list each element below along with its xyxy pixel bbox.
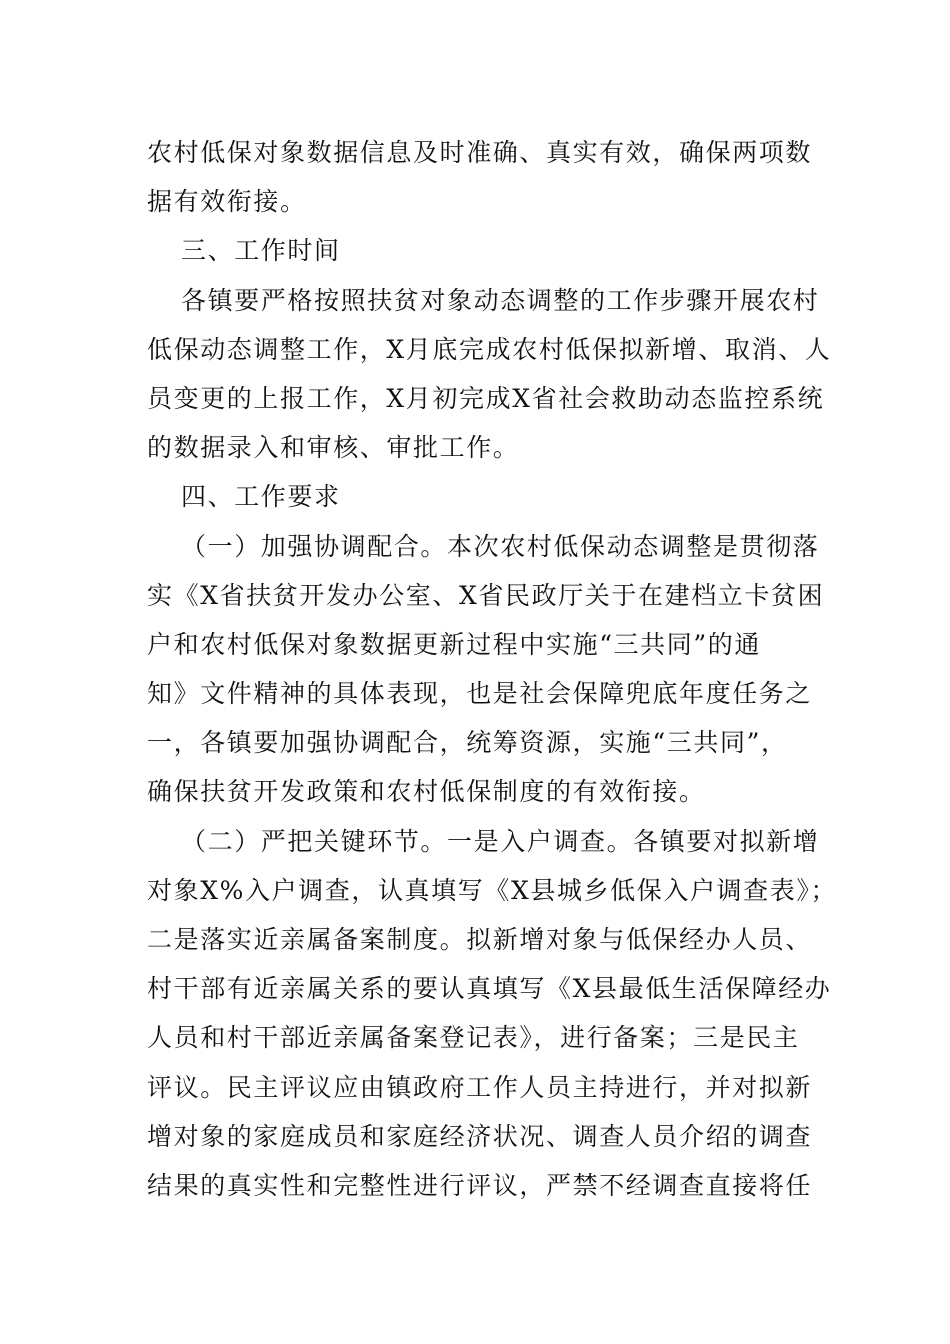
text-line: 一，各镇要加强协调配合，统筹资源，实施“三共同”， bbox=[147, 728, 788, 758]
text-line: 知》文件精神的具体表现，也是社会保障兜底年度任务之 bbox=[147, 679, 813, 709]
paragraph-start-line: 各镇要严格按照扶贫对象动态调整的工作步骤开展农村 bbox=[181, 285, 820, 315]
text-line: 二是落实近亲属备案制度。拟新增对象与低保经办人员、 bbox=[147, 925, 813, 954]
text-line: 员变更的上报工作，X月初完成X省社会救助动态监控系统 bbox=[147, 383, 825, 413]
text-line: 增对象的家庭成员和家庭经济状况、调查人员介绍的调查 bbox=[147, 1121, 813, 1151]
paragraph-start-line: （二）严把关键环节。一是入户调查。各镇要对拟新增 bbox=[181, 826, 820, 856]
text-line: 户和农村低保对象数据更新过程中实施“三共同”的通 bbox=[147, 629, 761, 659]
text-line: 低保动态调整工作，X月底完成农村低保拟新增、取消、人 bbox=[147, 334, 832, 364]
text-line: 对象X%入户调查，认真填写《X县城乡低保入户调查表》； bbox=[147, 875, 838, 905]
text-line: 实《X省扶贫开发办公室、X省民政厅关于在建档立卡贫困 bbox=[147, 580, 825, 610]
document-body bbox=[147, 128, 838, 1210]
text-line: 结果的真实性和完整性进行评议，严禁不经调查直接将任 bbox=[147, 1170, 813, 1200]
paragraph-start-line: 三、工作时间 bbox=[181, 236, 341, 266]
text-line: 的数据录入和审核、审批工作。 bbox=[147, 433, 520, 463]
paragraph-start-line: （一）加强协调配合。本次农村低保动态调整是贯彻落 bbox=[181, 531, 820, 561]
text-line: 评议。民主评议应由镇政府工作人员主持进行，并对拟新 bbox=[147, 1072, 813, 1102]
text-line: 据有效衔接。 bbox=[147, 187, 307, 217]
text-line: 确保扶贫开发政策和农村低保制度的有效衔接。 bbox=[147, 777, 706, 807]
text-line: 村干部有近亲属关系的要认真填写《X县最低生活保障经办 bbox=[147, 974, 832, 1004]
text-line: 农村低保对象数据信息及时准确、真实有效，确保两项数 bbox=[147, 138, 813, 167]
paragraph-start-line: 四、工作要求 bbox=[181, 482, 341, 512]
text-line: 人员和村干部近亲属备案登记表》，进行备案；三是民主 bbox=[147, 1023, 800, 1053]
